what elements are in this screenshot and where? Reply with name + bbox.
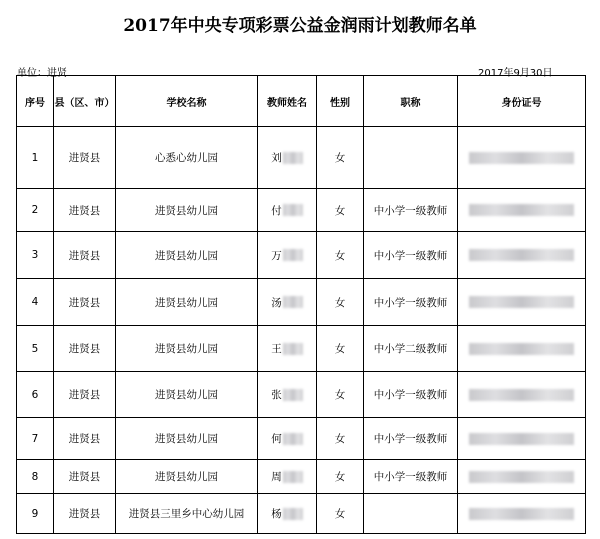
cell-id-number [458, 494, 586, 534]
table-row [17, 372, 586, 418]
redacted-name-blur [283, 508, 303, 520]
cell-serial: 4 [17, 279, 54, 326]
header-gender: 性别 [317, 76, 364, 127]
teacher-surname: 刘 [271, 152, 282, 164]
cell-serial: 1 [17, 127, 54, 189]
table-row [17, 460, 586, 494]
cell-school: 进贤县幼儿园 [116, 460, 258, 494]
teacher-surname: 周 [271, 471, 282, 483]
cell-title: 中小学一级教师 [364, 460, 458, 494]
cell-county: 进贤县 [54, 418, 116, 460]
cell-gender: 女 [317, 232, 364, 279]
table-row [17, 232, 586, 279]
cell-school: 进贤县幼儿园 [116, 279, 258, 326]
cell-county: 进贤县 [54, 494, 116, 534]
teacher-surname: 张 [271, 389, 282, 401]
table-row [17, 279, 586, 326]
table-row [17, 326, 586, 372]
redacted-id-blur [469, 389, 574, 401]
header-title: 职称 [364, 76, 458, 127]
cell-school: 进贤县三里乡中心幼儿园 [116, 494, 258, 534]
teacher-surname: 付 [271, 204, 282, 217]
cell-teacher-name [258, 372, 317, 418]
cell-school: 进贤县幼儿园 [116, 232, 258, 279]
redacted-id-blur [469, 433, 574, 445]
header-school: 学校名称 [116, 76, 258, 127]
redacted-id-blur [469, 249, 574, 261]
cell-gender: 女 [317, 372, 364, 418]
cell-school: 进贤县幼儿园 [116, 418, 258, 460]
document-date: 2017年9月30日 [478, 68, 553, 79]
cell-id-number [458, 189, 586, 232]
cell-county: 进贤县 [54, 127, 116, 189]
cell-gender: 女 [317, 494, 364, 534]
cell-id-number [458, 326, 586, 372]
teacher-surname: 杨 [271, 508, 282, 520]
cell-id-number [458, 279, 586, 326]
cell-id-number [458, 127, 586, 189]
unit-name: 进贤 [47, 68, 67, 79]
cell-gender: 女 [317, 326, 364, 372]
cell-title: 中小学一级教师 [364, 418, 458, 460]
redacted-id-blur [469, 343, 574, 355]
teacher-surname: 何 [271, 433, 282, 445]
cell-county: 进贤县 [54, 460, 116, 494]
table-row [17, 189, 586, 232]
cell-serial: 3 [17, 232, 54, 279]
cell-school: 进贤县幼儿园 [116, 372, 258, 418]
cell-teacher-name [258, 326, 317, 372]
cell-county: 进贤县 [54, 232, 116, 279]
redacted-id-blur [469, 204, 574, 216]
header-serial: 序号 [17, 76, 54, 127]
cell-gender: 女 [317, 189, 364, 232]
redacted-id-blur [469, 152, 574, 164]
teacher-surname: 王 [271, 343, 282, 355]
cell-teacher-name [258, 189, 317, 232]
cell-serial: 7 [17, 418, 54, 460]
cell-title [364, 494, 458, 534]
redacted-name-blur [283, 343, 303, 355]
header-teacher-name: 教师姓名 [258, 76, 317, 127]
cell-teacher-name [258, 232, 317, 279]
cell-serial: 9 [17, 494, 54, 534]
redacted-id-blur [469, 508, 574, 520]
cell-teacher-name [258, 460, 317, 494]
cell-serial: 2 [17, 189, 54, 232]
redacted-name-blur [283, 204, 303, 216]
cell-teacher-name [258, 418, 317, 460]
redacted-id-blur [469, 471, 574, 483]
redacted-name-blur [283, 433, 303, 445]
cell-serial: 5 [17, 326, 54, 372]
cell-teacher-name [258, 279, 317, 326]
cell-school: 进贤县幼儿园 [116, 326, 258, 372]
redacted-name-blur [283, 296, 303, 308]
cell-gender: 女 [317, 418, 364, 460]
cell-teacher-name [258, 127, 317, 189]
cell-title: 中小学一级教师 [364, 279, 458, 326]
cell-county: 进贤县 [54, 189, 116, 232]
redacted-name-blur [283, 249, 303, 261]
cell-serial: 6 [17, 372, 54, 418]
table-body [17, 127, 586, 534]
cell-teacher-name [258, 494, 317, 534]
table-row [17, 494, 586, 534]
cell-gender: 女 [317, 127, 364, 189]
cell-school: 进贤县幼儿园 [116, 189, 258, 232]
cell-title: 中小学一级教师 [364, 372, 458, 418]
redacted-id-blur [469, 296, 574, 308]
unit-label: 单位： [17, 68, 47, 79]
cell-gender: 女 [317, 279, 364, 326]
cell-title: 中小学二级教师 [364, 326, 458, 372]
cell-title [364, 127, 458, 189]
teacher-roster-table [16, 75, 586, 534]
teacher-surname: 万 [271, 249, 282, 262]
cell-title: 中小学一级教师 [364, 232, 458, 279]
document-title: 2017年中央专项彩票公益金润雨计划教师名单 [123, 16, 477, 36]
cell-title: 中小学一级教师 [364, 189, 458, 232]
cell-id-number [458, 418, 586, 460]
redacted-name-blur [283, 471, 303, 483]
cell-id-number [458, 460, 586, 494]
table-header-row [17, 76, 586, 127]
table-row [17, 418, 586, 460]
cell-county: 进贤县 [54, 279, 116, 326]
teacher-surname: 汤 [271, 296, 282, 309]
cell-serial: 8 [17, 460, 54, 494]
cell-school: 心悉心幼儿园 [116, 127, 258, 189]
redacted-name-blur [283, 152, 303, 164]
cell-id-number [458, 232, 586, 279]
cell-county: 进贤县 [54, 326, 116, 372]
cell-gender: 女 [317, 460, 364, 494]
header-id-number: 身份证号 [458, 76, 586, 127]
cell-id-number [458, 372, 586, 418]
redacted-name-blur [283, 389, 303, 401]
cell-county: 进贤县 [54, 372, 116, 418]
header-county: 县（区、市） [54, 76, 116, 127]
table-row [17, 127, 586, 189]
